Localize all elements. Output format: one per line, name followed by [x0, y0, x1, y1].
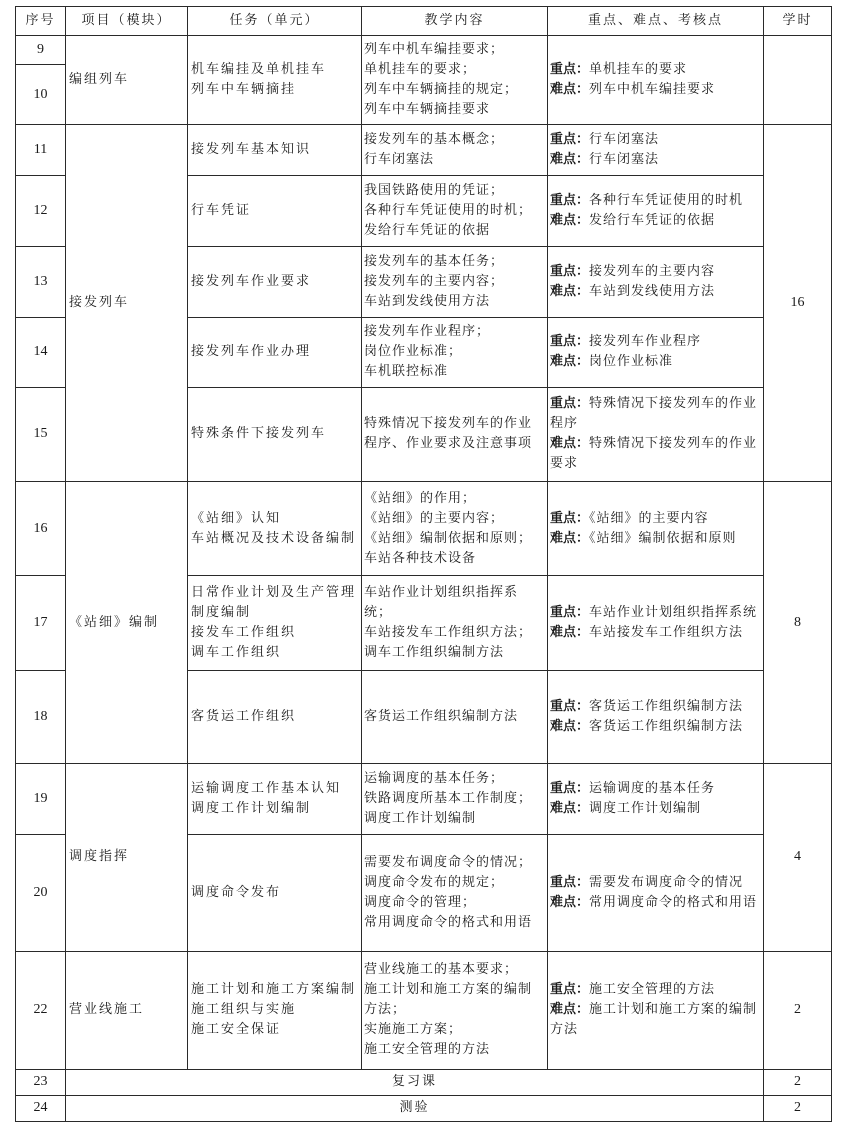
table-row — [16, 36, 832, 65]
content-cell — [362, 125, 548, 176]
difficult-point — [550, 434, 761, 474]
content-line: 实施施工方案； — [364, 1022, 463, 1038]
task-cell — [188, 482, 362, 576]
task-line: 接发车工作组织 — [191, 625, 297, 641]
difficult-text: 施工计划和施工方案的编制方法 — [550, 1002, 758, 1038]
key-point — [550, 191, 761, 211]
key-label: 重点： — [550, 192, 590, 208]
content-line: 《站细》的主要内容； — [364, 510, 505, 526]
difficult-point — [550, 717, 761, 737]
difficult-label: 难点： — [550, 1002, 590, 1018]
key-label: 重点： — [550, 605, 590, 621]
content-line: 调度命令的管理； — [364, 894, 477, 910]
key-text: 接发列车的主要内容 — [589, 263, 716, 279]
hours-cell: 8 — [764, 482, 832, 764]
difficult-label: 难点： — [550, 530, 590, 546]
difficult-text: 岗位作业标准 — [589, 354, 674, 370]
difficult-point — [550, 893, 761, 913]
key-point — [550, 130, 761, 150]
content-line: 接发列车的主要内容； — [364, 273, 505, 289]
key-label: 重点： — [550, 396, 590, 412]
task-line: 日常作业计划及生产管理制度编制 — [191, 585, 357, 621]
content-line: 我国铁路使用的凭证； — [364, 182, 505, 198]
difficult-text: 行车闭塞法 — [589, 152, 660, 168]
content-line: 需要发布调度命令的情况； — [364, 854, 533, 870]
key-point — [550, 779, 761, 799]
content-cell — [362, 36, 548, 125]
content-line: 岗位作业标准； — [364, 344, 463, 360]
key-points-cell — [548, 125, 764, 176]
key-label: 重点： — [550, 132, 590, 148]
hours-cell: 2 — [764, 1095, 832, 1122]
project-name: 接发列车 — [69, 295, 130, 311]
content-cell — [362, 763, 548, 834]
task-line: 行车凭证 — [191, 202, 252, 218]
key-text: 车站作业计划组织指挥系统 — [589, 605, 758, 621]
task-cell — [188, 36, 362, 125]
difficult-text: 特殊情况下接发列车的作业要求 — [550, 436, 758, 472]
row-number: 19 — [16, 763, 66, 834]
content-line: 接发列车作业程序； — [364, 324, 491, 340]
project-name: 调度指挥 — [69, 849, 130, 865]
hours-cell: 2 — [764, 1070, 832, 1095]
task-line: 车站概况及技术设备编制 — [191, 530, 357, 546]
difficult-label: 难点： — [550, 718, 590, 734]
header-hours: 学时 — [764, 7, 832, 36]
content-line: 营业线施工的基本要求； — [364, 962, 519, 978]
content-line: 发给行车凭证的依据 — [364, 222, 491, 238]
key-points-cell — [548, 36, 764, 125]
header-project: 项目（模块） — [66, 7, 188, 36]
content-line: 施工计划和施工方案的编制方法； — [364, 982, 533, 1018]
hours-cell: 16 — [764, 125, 832, 482]
key-point — [550, 509, 761, 529]
content-line: 特殊情况下接发列车的作业程序、作业要求及注意事项 — [364, 416, 533, 452]
task-line: 机车编挂及单机挂车 — [191, 62, 327, 78]
row-number: 17 — [16, 576, 66, 670]
key-point — [550, 980, 761, 1000]
task-cell — [188, 387, 362, 481]
key-text: 客货运工作组织编制方法 — [589, 698, 744, 714]
difficult-label: 难点： — [550, 436, 590, 452]
row-number: 11 — [16, 125, 66, 176]
content-line: 接发列车的基本任务； — [364, 253, 505, 269]
key-points-cell — [548, 387, 764, 481]
content-line: 车站到发线使用方法 — [364, 293, 491, 309]
key-label: 重点： — [550, 874, 590, 890]
difficult-text: 车站接发车工作组织方法 — [589, 625, 744, 641]
table-row — [16, 482, 832, 576]
key-point — [550, 873, 761, 893]
content-line: 调车工作组织编制方法 — [364, 645, 505, 661]
content-line: 行车闭塞法 — [364, 152, 435, 168]
header-task: 任务（单元） — [188, 7, 362, 36]
content-cell — [362, 670, 548, 763]
content-cell — [362, 317, 548, 387]
content-line: 列车中车辆摘挂要求 — [364, 102, 491, 118]
hours-cell: 2 — [764, 951, 832, 1070]
content-line: 《站细》编制依据和原则； — [364, 530, 533, 546]
key-label: 重点： — [550, 780, 590, 796]
key-text: 《站细》的主要内容 — [589, 510, 709, 526]
content-cell — [362, 175, 548, 246]
key-points-cell — [548, 246, 764, 317]
task-cell — [188, 246, 362, 317]
task-cell — [188, 125, 362, 176]
task-cell — [188, 670, 362, 763]
project-cell — [66, 482, 188, 764]
key-text: 特殊情况下接发列车的作业程序 — [550, 396, 758, 432]
project-name: 营业线施工 — [69, 1002, 145, 1018]
difficult-text: 列车中机车编挂要求 — [589, 82, 716, 98]
project-cell — [66, 125, 188, 482]
hours-cell — [764, 36, 832, 125]
difficult-point — [550, 799, 761, 819]
task-line: 接发列车基本知识 — [191, 142, 312, 158]
key-point — [550, 262, 761, 282]
task-line: 接发列车作业办理 — [191, 344, 312, 360]
row-number: 16 — [16, 482, 66, 576]
task-line: 列车中车辆摘挂 — [191, 82, 297, 98]
row-number: 13 — [16, 246, 66, 317]
content-line: 列车中机车编挂要求； — [364, 42, 505, 58]
content-line: 运输调度的基本任务； — [364, 770, 505, 786]
key-text: 单机挂车的要求 — [589, 62, 688, 78]
key-text: 各种行车凭证使用的时机 — [589, 192, 744, 208]
key-point — [550, 697, 761, 717]
difficult-point — [550, 623, 761, 643]
row-number: 24 — [16, 1095, 66, 1122]
key-points-cell — [548, 834, 764, 951]
difficult-label: 难点： — [550, 354, 590, 370]
key-points-cell — [548, 670, 764, 763]
task-line: 接发列车作业要求 — [191, 273, 312, 289]
key-point — [550, 394, 761, 434]
task-line: 《站细》认知 — [191, 510, 282, 526]
task-line: 运输调度工作基本认知 — [191, 780, 342, 796]
row-number: 10 — [16, 65, 66, 125]
content-line: 车机联控标准 — [364, 364, 449, 380]
key-label: 重点： — [550, 982, 590, 998]
table-row — [16, 1095, 832, 1122]
difficult-point — [550, 282, 761, 302]
difficult-point — [550, 1000, 761, 1040]
task-line: 调车工作组织 — [191, 645, 282, 661]
difficult-point — [550, 352, 761, 372]
difficult-point — [550, 80, 761, 100]
hours-cell: 4 — [764, 763, 832, 951]
content-line: 单机挂车的要求； — [364, 62, 477, 78]
content-cell — [362, 834, 548, 951]
content-line: 接发列车的基本概念； — [364, 132, 505, 148]
key-label: 重点： — [550, 510, 590, 526]
merged-cell: 测验 — [66, 1095, 764, 1122]
key-points-cell — [548, 763, 764, 834]
row-number: 14 — [16, 317, 66, 387]
content-line: 调度命令发布的规定； — [364, 874, 505, 890]
table-row — [16, 1070, 832, 1095]
key-text: 接发列车作业程序 — [589, 334, 702, 350]
difficult-label: 难点： — [550, 800, 590, 816]
content-cell — [362, 246, 548, 317]
key-point — [550, 332, 761, 352]
key-label: 重点： — [550, 263, 590, 279]
key-point — [550, 60, 761, 80]
table-row — [16, 125, 832, 176]
task-cell — [188, 175, 362, 246]
key-points-cell — [548, 951, 764, 1070]
header-no: 序号 — [16, 7, 66, 36]
content-line: 列车中车辆摘挂的规定； — [364, 82, 519, 98]
difficult-point — [550, 150, 761, 170]
difficult-text: 调度工作计划编制 — [589, 800, 702, 816]
key-point — [550, 603, 761, 623]
row-number: 23 — [16, 1070, 66, 1095]
difficult-label: 难点： — [550, 625, 590, 641]
content-line: 车站作业计划组织指挥系统； — [364, 585, 519, 621]
content-line: 车站接发车工作组织方法； — [364, 625, 533, 641]
task-line: 调度命令发布 — [191, 884, 282, 900]
project-cell — [66, 763, 188, 951]
task-line: 客货运工作组织 — [191, 708, 297, 724]
difficult-text: 常用调度命令的格式和用语 — [589, 894, 758, 910]
content-line: 《站细》的作用； — [364, 490, 477, 506]
content-line: 各种行车凭证使用的时机； — [364, 202, 533, 218]
row-number: 15 — [16, 387, 66, 481]
content-cell — [362, 482, 548, 576]
row-number: 18 — [16, 670, 66, 763]
content-line: 常用调度命令的格式和用语 — [364, 914, 533, 930]
key-label: 重点： — [550, 698, 590, 714]
key-points-cell — [548, 175, 764, 246]
task-line: 施工安全保证 — [191, 1022, 282, 1038]
task-cell — [188, 951, 362, 1070]
key-text: 行车闭塞法 — [589, 132, 660, 148]
row-number: 20 — [16, 834, 66, 951]
content-line: 调度工作计划编制 — [364, 810, 477, 826]
difficult-point — [550, 529, 761, 549]
content-line: 铁路调度所基本工作制度； — [364, 790, 533, 806]
content-line: 客货运工作组织编制方法 — [364, 708, 519, 724]
content-cell — [362, 387, 548, 481]
key-points-cell — [548, 576, 764, 670]
task-line: 施工组织与实施 — [191, 1002, 297, 1018]
task-cell — [188, 763, 362, 834]
table-row — [16, 951, 832, 1070]
difficult-label: 难点： — [550, 894, 590, 910]
difficult-label: 难点： — [550, 152, 590, 168]
row-number: 12 — [16, 175, 66, 246]
task-line: 调度工作计划编制 — [191, 800, 312, 816]
difficult-text: 客货运工作组织编制方法 — [589, 718, 744, 734]
curriculum-table — [15, 6, 832, 1122]
content-line: 施工安全管理的方法 — [364, 1042, 491, 1058]
difficult-point — [550, 211, 761, 231]
task-line: 施工计划和施工方案编制 — [191, 982, 357, 998]
difficult-label: 难点： — [550, 283, 590, 299]
key-text: 运输调度的基本任务 — [589, 780, 716, 796]
row-number: 9 — [16, 36, 66, 65]
task-cell — [188, 317, 362, 387]
task-line: 特殊条件下接发列车 — [191, 426, 327, 442]
header-content: 教学内容 — [362, 7, 548, 36]
content-line: 车站各种技术设备 — [364, 550, 477, 566]
key-points-cell — [548, 482, 764, 576]
row-number: 22 — [16, 951, 66, 1070]
key-text: 需要发布调度命令的情况 — [589, 874, 744, 890]
key-points-cell — [548, 317, 764, 387]
header-row — [16, 7, 832, 36]
difficult-label: 难点： — [550, 82, 590, 98]
table-row — [16, 763, 832, 834]
key-label: 重点： — [550, 62, 590, 78]
header-key-points: 重点、难点、考核点 — [548, 7, 764, 36]
difficult-text: 发给行车凭证的依据 — [589, 212, 716, 228]
project-name: 《站细》编制 — [69, 614, 160, 630]
difficult-text: 车站到发线使用方法 — [589, 283, 716, 299]
task-cell — [188, 576, 362, 670]
task-cell — [188, 834, 362, 951]
project-cell — [66, 951, 188, 1070]
content-cell — [362, 576, 548, 670]
project-name: 编组列车 — [69, 72, 130, 88]
difficult-label: 难点： — [550, 212, 590, 228]
difficult-text: 《站细》编制依据和原则 — [589, 530, 737, 546]
key-text: 施工安全管理的方法 — [589, 982, 716, 998]
key-label: 重点： — [550, 334, 590, 350]
merged-cell: 复习课 — [66, 1070, 764, 1095]
project-cell — [66, 36, 188, 125]
content-cell — [362, 951, 548, 1070]
